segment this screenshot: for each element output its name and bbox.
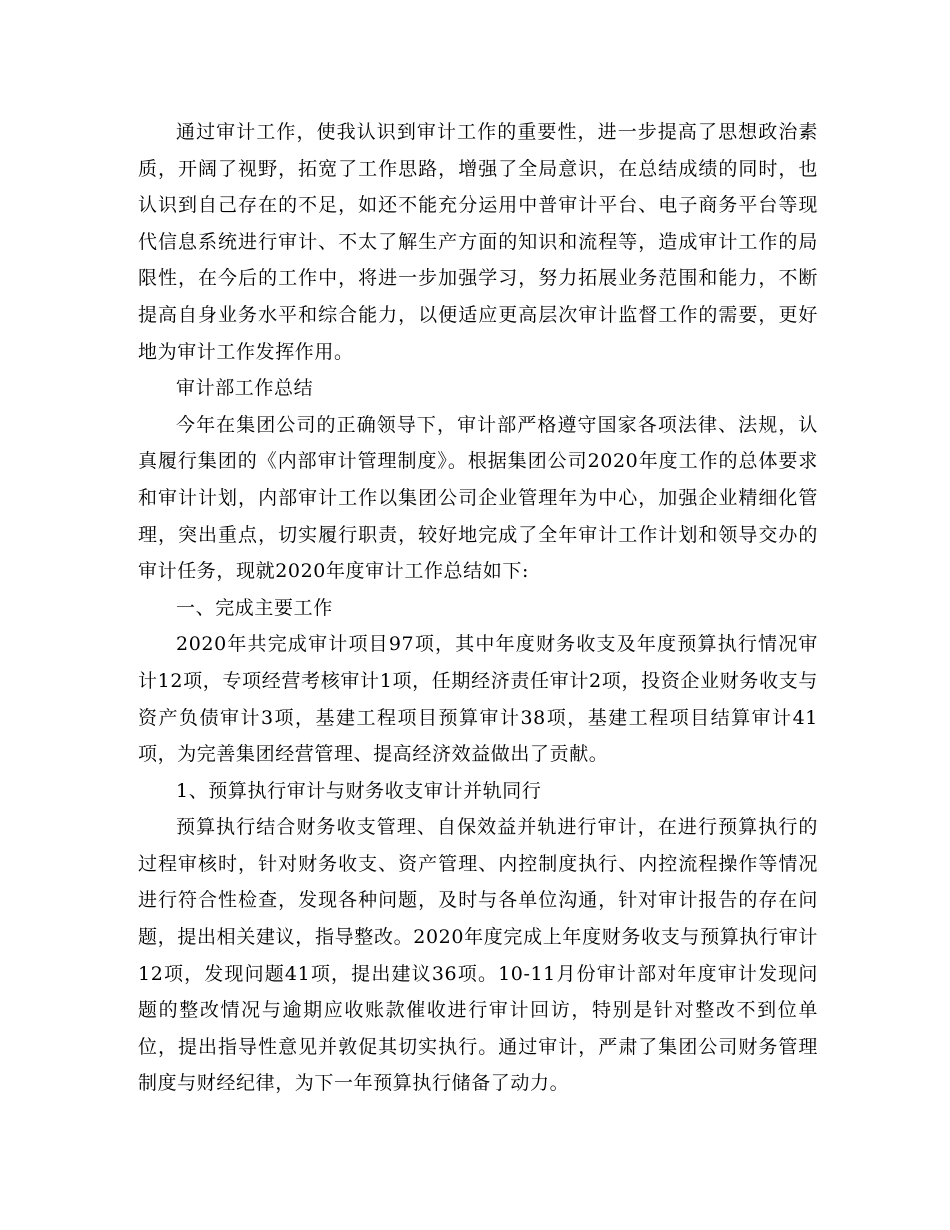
paragraph-audit-reflection: 通过审计工作，使我认识到审计工作的重要性，进一步提高了思想政治素质，开阔了视野，拓宽了工作思路，增强了全局意识，在总结成绩的同时，也认识到自己存在的不足，如还不能充分运用中普审计平台、电子商务平台等现代信息系统进行审计、不太了解生产方面的知识和流程等，造成审计工作的局限性，在今后的工作中，将进一步加强学习，努力拓展业务范围和能力，不断提高自身业务水平和综合能力，以便适应更高层次审计监督工作的需要，更好地为审计工作发挥作用。 bbox=[138, 121, 818, 363]
heading-main-work: 一、完成主要工作 bbox=[176, 596, 333, 619]
paragraph-project-count: 2020年共完成审计项目97项，其中年度财务收支及年度预算执行情况审计12项，专项经营考核审计1项，任期经济责任审计2项，投资企业财务收支与资产负债审计3项，基建工程项目预算审计38项，基建工程项目结算审计41项，为完善集团经营管理、提高经济效益做出了贡献。 bbox=[138, 633, 818, 766]
heading-budget-audit: 1、预算执行审计与财务收支审计并轨同行 bbox=[176, 779, 542, 802]
heading-audit-dept-summary: 审计部工作总结 bbox=[176, 377, 314, 400]
document-page bbox=[138, 114, 818, 1102]
paragraph-intro: 今年在集团公司的正确领导下，审计部严格遵守国家各项法律、法规，认真履行集团的《内部审计管理制度》。根据集团公司2020年度工作的总体要求和审计计划，内部审计工作以集团公司企业管理年为中心，加强企业精细化管理，突出重点，切实履行职责，较好地完成了全年审计工作计划和领导交办的审计任务，现就2020年度审计工作总结如下: bbox=[138, 413, 818, 583]
paragraph-budget-audit: 预算执行结合财务收支管理、自保效益并轨进行审计，在进行预算执行的过程审核时，针对财务收支、资产管理、内控制度执行、内控流程操作等情况进行符合性检查，发现各种问题，及时与各单位沟通，针对审计报告的存在问题，提出相关建议，指导整改。2020年度完成上年度财务收支与预算执行审计12项，发现问题41项，提出建议36项。10-11月份审计部对年度审计发现问题的整改情况与逾期应收账款催收进行审计回访，特别是针对整改不到位单位，提出指导性意见并敦促其切实执行。通过审计，严肃了集团公司财务管理制度与财经纪律，为下一年预算执行储备了动力。 bbox=[138, 816, 818, 1095]
